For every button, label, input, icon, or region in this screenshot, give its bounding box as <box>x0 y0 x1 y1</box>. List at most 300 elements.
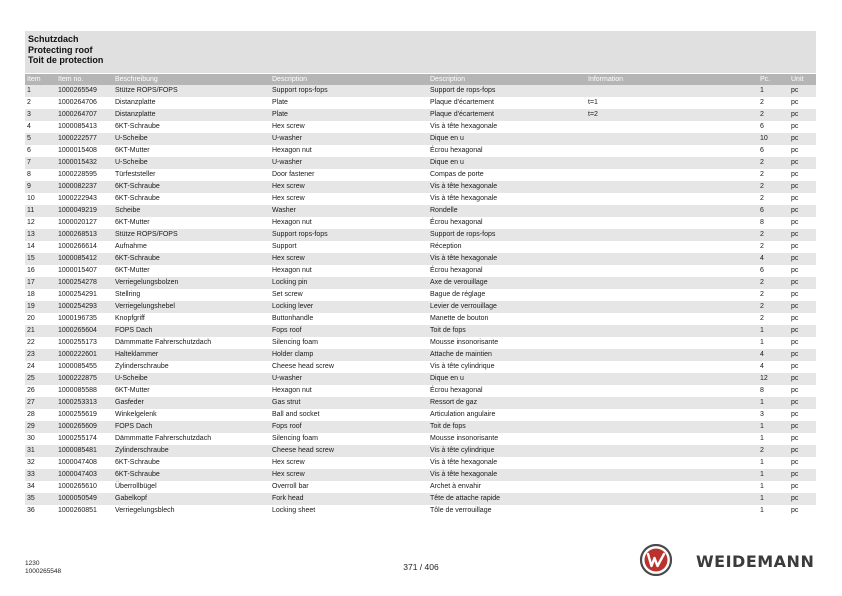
cell-information <box>586 397 758 409</box>
cell-quantity: 6 <box>760 267 764 274</box>
cell-item-number: 5 <box>25 133 56 145</box>
cell-description-en: Overroll bar <box>272 483 309 490</box>
cell-description-fr: Écrou hexagonal <box>430 147 483 154</box>
table-row <box>25 409 816 421</box>
cell-part-number: 1000254278 <box>56 277 113 289</box>
cell-item-number: 25 <box>25 373 56 385</box>
cell-quantity: 8 <box>760 387 764 394</box>
cell-item-number: 12 <box>27 219 35 226</box>
cell-item-number: 29 <box>25 421 56 433</box>
cell-description-en: Door fastener <box>272 171 315 178</box>
title-english: Protecting roof <box>28 44 93 55</box>
table-row <box>25 241 816 253</box>
cell-item-number: 20 <box>27 315 35 322</box>
cell-description-en: Fork head <box>270 493 428 505</box>
cell-unit: pc <box>791 315 799 322</box>
cell-description-fr: Toit de fops <box>428 325 586 337</box>
cell-unit: pc <box>789 205 816 217</box>
cell-description-en: Buttonhandle <box>272 315 314 322</box>
cell-information <box>586 193 758 205</box>
cell-part-number: 1000260851 <box>58 507 97 514</box>
cell-description-fr: Vis à tête hexagonale <box>428 181 586 193</box>
cell-quantity: 2 <box>758 181 789 193</box>
cell-description-fr: Tôle de verrouillage <box>430 507 492 514</box>
col-header-description-en: Description <box>270 74 428 85</box>
parts-table-body <box>25 85 816 517</box>
cell-description-en: Hexagon nut <box>272 387 312 394</box>
cell-unit: pc <box>791 435 799 442</box>
cell-information <box>586 361 758 373</box>
cell-item-number: 13 <box>25 229 56 241</box>
cell-item-number: 22 <box>27 339 35 346</box>
cell-description-de: 6KT-Mutter <box>115 147 150 154</box>
cell-quantity: 1 <box>758 493 789 505</box>
parts-table <box>25 74 816 517</box>
cell-quantity: 2 <box>760 243 764 250</box>
cell-information <box>586 145 758 157</box>
cell-item-number: 2 <box>27 99 31 106</box>
table-row <box>25 265 816 277</box>
cell-unit: pc <box>789 445 816 457</box>
cell-description-de: 6KT-Mutter <box>115 387 150 394</box>
cell-item-number: 27 <box>25 397 56 409</box>
cell-quantity: 4 <box>758 349 789 361</box>
title-french: Toit de protection <box>28 55 104 65</box>
table-row <box>25 385 816 397</box>
cell-part-number: 1000085413 <box>58 123 97 130</box>
cell-description-de: Winkelgelenk <box>115 411 157 418</box>
cell-quantity: 1 <box>758 469 789 481</box>
cell-part-number: 1000254291 <box>58 291 97 298</box>
table-row <box>25 253 816 265</box>
cell-item-number: 18 <box>27 291 35 298</box>
cell-item-number: 9 <box>25 181 56 193</box>
cell-description-fr: Compas de porte <box>430 171 484 178</box>
table-row <box>25 481 816 493</box>
cell-item-number: 32 <box>27 459 35 466</box>
table-row <box>25 349 816 361</box>
table-row <box>25 397 816 409</box>
cell-quantity: 2 <box>760 99 764 106</box>
cell-item-number: 33 <box>25 469 56 481</box>
cell-quantity: 2 <box>758 109 789 121</box>
cell-item-number: 8 <box>27 171 31 178</box>
cell-description-de: 6KT-Mutter <box>115 219 150 226</box>
col-header-information: Information <box>586 74 758 85</box>
cell-quantity: 4 <box>758 253 789 265</box>
cell-part-number: 1000049219 <box>56 205 113 217</box>
cell-unit: pc <box>791 459 799 466</box>
cell-information <box>586 421 758 433</box>
cell-description-fr: Vis à tête hexagonale <box>430 459 498 466</box>
cell-item-number: 34 <box>27 483 35 490</box>
footer-code-model: 1230 <box>25 560 40 567</box>
cell-unit: pc <box>791 267 799 274</box>
table-row <box>25 157 816 169</box>
cell-quantity: 1 <box>760 507 764 514</box>
cell-unit: pc <box>789 181 816 193</box>
cell-description-de: U-Scheibe <box>113 133 270 145</box>
cell-description-en: U-washer <box>270 133 428 145</box>
cell-description-de: Distanzplatte <box>115 99 156 106</box>
table-row <box>25 433 816 445</box>
cell-part-number: 1000228595 <box>58 171 97 178</box>
col-header-description-fr: Description <box>428 74 586 85</box>
cell-quantity: 1 <box>760 435 764 442</box>
cell-description-de: Knopfgriff <box>115 315 145 322</box>
cell-description-en: Locking sheet <box>272 507 316 514</box>
cell-description-en: Hexagon nut <box>272 267 312 274</box>
cell-item-number: 6 <box>27 147 31 154</box>
cell-unit: pc <box>789 373 816 385</box>
cell-unit: pc <box>789 229 816 241</box>
cell-quantity: 1 <box>758 85 789 97</box>
cell-unit: pc <box>791 507 799 514</box>
cell-description-en: Support rops-fops <box>270 85 428 97</box>
cell-item-number: 1 <box>25 85 56 97</box>
cell-unit: pc <box>789 349 816 361</box>
cell-unit: pc <box>791 171 799 178</box>
cell-item-number: 28 <box>27 411 35 418</box>
cell-part-number: 1000047403 <box>56 469 113 481</box>
cell-part-number: 1000255619 <box>58 411 97 418</box>
cell-description-de: Zylinderschraube <box>113 445 270 457</box>
cell-item-number: 17 <box>25 277 56 289</box>
cell-information <box>586 469 758 481</box>
cell-item-number: 3 <box>25 109 56 121</box>
cell-information: t=2 <box>586 109 758 121</box>
cell-description-en: Hex screw <box>270 469 428 481</box>
cell-description-en: Support rops-fops <box>270 229 428 241</box>
cell-part-number: 1000196735 <box>58 315 97 322</box>
cell-part-number: 1000015432 <box>56 157 113 169</box>
cell-part-number: 1000265604 <box>56 325 113 337</box>
cell-description-en: Hex screw <box>270 253 428 265</box>
cell-description-fr: Dique en u <box>428 133 586 145</box>
cell-description-fr: Vis à tête cylindrique <box>428 445 586 457</box>
cell-quantity: 2 <box>758 445 789 457</box>
cell-part-number: 1000222875 <box>56 373 113 385</box>
cell-unit: pc <box>791 219 799 226</box>
cell-quantity: 2 <box>760 315 764 322</box>
cell-quantity: 10 <box>758 133 789 145</box>
cell-part-number: 1000265610 <box>58 483 97 490</box>
table-row <box>25 337 816 349</box>
cell-quantity: 1 <box>758 421 789 433</box>
table-row <box>25 277 816 289</box>
cell-description-de: Distanzplatte <box>113 109 270 121</box>
cell-part-number: 1000255173 <box>58 339 97 346</box>
cell-part-number: 1000015408 <box>58 147 97 154</box>
cell-item-number: 14 <box>27 243 35 250</box>
cell-information <box>586 313 758 325</box>
cell-description-de: Stütze ROPS/FOPS <box>113 229 270 241</box>
cell-unit: pc <box>789 85 816 97</box>
cell-description-fr: Écrou hexagonal <box>430 267 483 274</box>
cell-description-fr: Réception <box>430 243 462 250</box>
cell-description-en: Hex screw <box>270 181 428 193</box>
table-row <box>25 445 816 457</box>
cell-description-de: Verriegelungsbolzen <box>113 277 270 289</box>
cell-description-fr: Mousse insonorisante <box>430 435 499 442</box>
table-row <box>25 169 816 181</box>
cell-description-en: Cheese head screw <box>270 445 428 457</box>
cell-information <box>586 325 758 337</box>
cell-description-en: Holder clamp <box>270 349 428 361</box>
cell-description-de: Scheibe <box>113 205 270 217</box>
table-header-row <box>25 74 816 85</box>
cell-item-number: 11 <box>25 205 56 217</box>
cell-item-number: 26 <box>27 387 35 394</box>
cell-description-en: Gas strut <box>270 397 428 409</box>
cell-description-de: Türfeststeller <box>115 171 156 178</box>
document-title-block <box>25 31 816 73</box>
cell-information <box>586 169 758 181</box>
cell-unit: pc <box>791 243 799 250</box>
cell-item-number: 16 <box>27 267 35 274</box>
cell-information <box>586 289 758 301</box>
cell-information <box>586 277 758 289</box>
cell-information: t=1 <box>588 99 598 106</box>
cell-description-de: U-Scheibe <box>113 157 270 169</box>
cell-description-en: Locking lever <box>270 301 428 313</box>
cell-item-number: 24 <box>27 363 35 370</box>
cell-part-number: 1000085455 <box>58 363 97 370</box>
cell-description-de: Gabelkopf <box>113 493 270 505</box>
cell-unit: pc <box>789 277 816 289</box>
cell-quantity: 1 <box>760 339 764 346</box>
cell-description-fr: Archet à envahir <box>430 483 481 490</box>
cell-information <box>586 493 758 505</box>
table-row <box>25 469 816 481</box>
cell-information <box>586 505 758 517</box>
cell-description-fr: Écrou hexagonal <box>430 219 483 226</box>
cell-unit: pc <box>789 421 816 433</box>
cell-description-en: Hex screw <box>272 459 305 466</box>
page-number: 371 / 406 <box>403 562 439 572</box>
cell-unit: pc <box>791 483 799 490</box>
cell-description-en: Hex screw <box>272 123 305 130</box>
cell-description-de: Halteklammer <box>113 349 270 361</box>
cell-description-de: U-Scheibe <box>113 373 270 385</box>
cell-description-en: Hexagon nut <box>272 219 312 226</box>
cell-description-en: Silencing foam <box>272 435 318 442</box>
cell-description-en: Fops roof <box>270 421 428 433</box>
cell-part-number: 1000268513 <box>56 229 113 241</box>
cell-description-fr: Rondelle <box>428 205 586 217</box>
cell-description-fr: Vis à tête hexagonale <box>430 123 498 130</box>
table-row <box>25 229 816 241</box>
cell-unit: pc <box>791 147 799 154</box>
cell-part-number: 1000050549 <box>56 493 113 505</box>
cell-description-de: Stellring <box>115 291 141 298</box>
cell-information <box>586 457 758 469</box>
cell-description-fr: Vis à tête cylindrique <box>430 363 495 370</box>
cell-part-number: 1000264706 <box>58 99 97 106</box>
table-row <box>25 361 816 373</box>
cell-item-number: 35 <box>25 493 56 505</box>
cell-description-en: Support <box>272 243 297 250</box>
cell-description-fr: Tête de attache rapide <box>428 493 586 505</box>
cell-description-fr: Vis à tête hexagonale <box>428 469 586 481</box>
cell-part-number: 1000047408 <box>58 459 97 466</box>
cell-description-de: FOPS Dach <box>113 421 270 433</box>
col-header-pc: Pc. <box>758 74 789 85</box>
cell-description-de: Überrollbügel <box>115 483 157 490</box>
cell-description-en: Ball and socket <box>272 411 320 418</box>
cell-information <box>586 217 758 229</box>
cell-part-number: 1000254293 <box>56 301 113 313</box>
cell-quantity: 6 <box>760 123 764 130</box>
cell-item-number: 19 <box>25 301 56 313</box>
cell-description-en: Plate <box>270 109 428 121</box>
cell-description-en: Hexagon nut <box>272 147 312 154</box>
table-row <box>25 121 816 133</box>
cell-description-fr: Manette de bouton <box>430 315 489 322</box>
cell-unit: pc <box>791 387 799 394</box>
cell-description-fr: Levier de verrouillage <box>428 301 586 313</box>
cell-quantity: 6 <box>758 205 789 217</box>
cell-quantity: 6 <box>760 147 764 154</box>
cell-item-number: 10 <box>27 195 35 202</box>
cell-part-number: 1000222577 <box>56 133 113 145</box>
cell-quantity: 2 <box>758 277 789 289</box>
cell-item-number: 30 <box>27 435 35 442</box>
cell-quantity: 2 <box>758 229 789 241</box>
cell-unit: pc <box>789 325 816 337</box>
cell-description-fr: Attache de maintien <box>428 349 586 361</box>
cell-description-de: Gasfeder <box>113 397 270 409</box>
col-header-item: Item <box>25 74 56 85</box>
cell-information <box>586 337 758 349</box>
cell-information <box>586 133 758 145</box>
cell-part-number: 1000020127 <box>58 219 97 226</box>
cell-unit: pc <box>789 157 816 169</box>
cell-item-number: 23 <box>25 349 56 361</box>
cell-description-en: Locking pin <box>270 277 428 289</box>
table-row <box>25 181 816 193</box>
cell-description-fr: Mousse insonorisante <box>430 339 499 346</box>
cell-description-de: 6KT-Schraube <box>115 195 160 202</box>
footer-code-drawing: 1000265548 <box>25 567 62 575</box>
cell-item-number: 7 <box>25 157 56 169</box>
cell-description-fr: Support de rops-fops <box>428 85 586 97</box>
cell-item-number: 4 <box>27 123 31 130</box>
cell-description-en: Set screw <box>272 291 303 298</box>
cell-information <box>586 241 758 253</box>
cell-description-fr: Plaque d'écartement <box>430 99 494 106</box>
cell-information <box>586 181 758 193</box>
cell-unit: pc <box>789 253 816 265</box>
cell-item-number: 36 <box>27 507 35 514</box>
cell-unit: pc <box>789 397 816 409</box>
cell-quantity: 1 <box>758 325 789 337</box>
cell-part-number: 1000085412 <box>56 253 113 265</box>
table-row <box>25 421 816 433</box>
cell-description-fr: Vis à tête hexagonale <box>428 253 586 265</box>
cell-quantity: 8 <box>760 219 764 226</box>
cell-quantity: 1 <box>760 483 764 490</box>
cell-unit: pc <box>789 493 816 505</box>
cell-quantity: 2 <box>758 301 789 313</box>
table-row <box>25 85 816 97</box>
cell-description-de: 6KT-Schraube <box>113 181 270 193</box>
cell-part-number: 1000085481 <box>56 445 113 457</box>
cell-item-number: 31 <box>25 445 56 457</box>
cell-part-number: 1000255174 <box>58 435 97 442</box>
cell-information <box>586 385 758 397</box>
cell-unit: pc <box>789 109 816 121</box>
cell-description-de: 6KT-Schraube <box>115 123 160 130</box>
cell-unit: pc <box>791 123 799 130</box>
cell-part-number: 1000265609 <box>56 421 113 433</box>
table-row <box>25 301 816 313</box>
cell-quantity: 1 <box>758 397 789 409</box>
cell-description-en: U-washer <box>270 373 428 385</box>
table-row <box>25 493 816 505</box>
cell-quantity: 12 <box>758 373 789 385</box>
brand-name: WEIDEMANN <box>696 552 815 571</box>
cell-description-de: Stütze ROPS/FOPS <box>113 85 270 97</box>
cell-information <box>586 409 758 421</box>
cell-description-fr: Plaque d'écartement <box>428 109 586 121</box>
title-german: Schutzdach <box>28 34 79 44</box>
cell-unit: pc <box>791 99 799 106</box>
cell-description-de: Aufnahme <box>115 243 147 250</box>
cell-quantity: 2 <box>760 195 764 202</box>
cell-quantity: 2 <box>760 291 764 298</box>
cell-description-en: Silencing foam <box>272 339 318 346</box>
cell-information <box>586 85 758 97</box>
cell-item-number: 21 <box>25 325 56 337</box>
cell-description-fr: Toit de fops <box>428 421 586 433</box>
cell-description-de: 6KT-Schraube <box>113 253 270 265</box>
table-row <box>25 133 816 145</box>
cell-unit: pc <box>791 291 799 298</box>
cell-description-de: Verriegelungsblech <box>115 507 175 514</box>
cell-unit: pc <box>789 301 816 313</box>
cell-part-number: 1000082237 <box>56 181 113 193</box>
cell-description-fr: Axe de verouillage <box>428 277 586 289</box>
cell-information <box>586 349 758 361</box>
cell-unit: pc <box>791 363 799 370</box>
cell-part-number: 1000222601 <box>56 349 113 361</box>
cell-description-en: Fops roof <box>270 325 428 337</box>
cell-unit: pc <box>789 133 816 145</box>
table-row <box>25 145 816 157</box>
cell-description-en: Cheese head screw <box>272 363 334 370</box>
cell-description-en: Hex screw <box>272 195 305 202</box>
table-row <box>25 97 816 109</box>
cell-item-number: 15 <box>25 253 56 265</box>
cell-quantity: 3 <box>760 411 764 418</box>
cell-description-de: 6KT-Mutter <box>115 267 150 274</box>
cell-description-fr: Bague de réglage <box>430 291 486 298</box>
table-row <box>25 217 816 229</box>
cell-part-number: 1000222943 <box>58 195 97 202</box>
cell-information <box>586 121 758 133</box>
cell-description-fr: Articulation angulaire <box>430 411 496 418</box>
table-row <box>25 313 816 325</box>
cell-description-fr: Écrou hexagonal <box>430 387 483 394</box>
cell-description-de: Dämmmatte Fahrerschutzdach <box>115 339 212 346</box>
col-header-unit: Unit <box>789 74 816 85</box>
col-header-item-no: Item no. <box>56 74 113 85</box>
table-row <box>25 457 816 469</box>
cell-unit: pc <box>789 469 816 481</box>
table-row <box>25 289 816 301</box>
cell-unit: pc <box>791 339 799 346</box>
